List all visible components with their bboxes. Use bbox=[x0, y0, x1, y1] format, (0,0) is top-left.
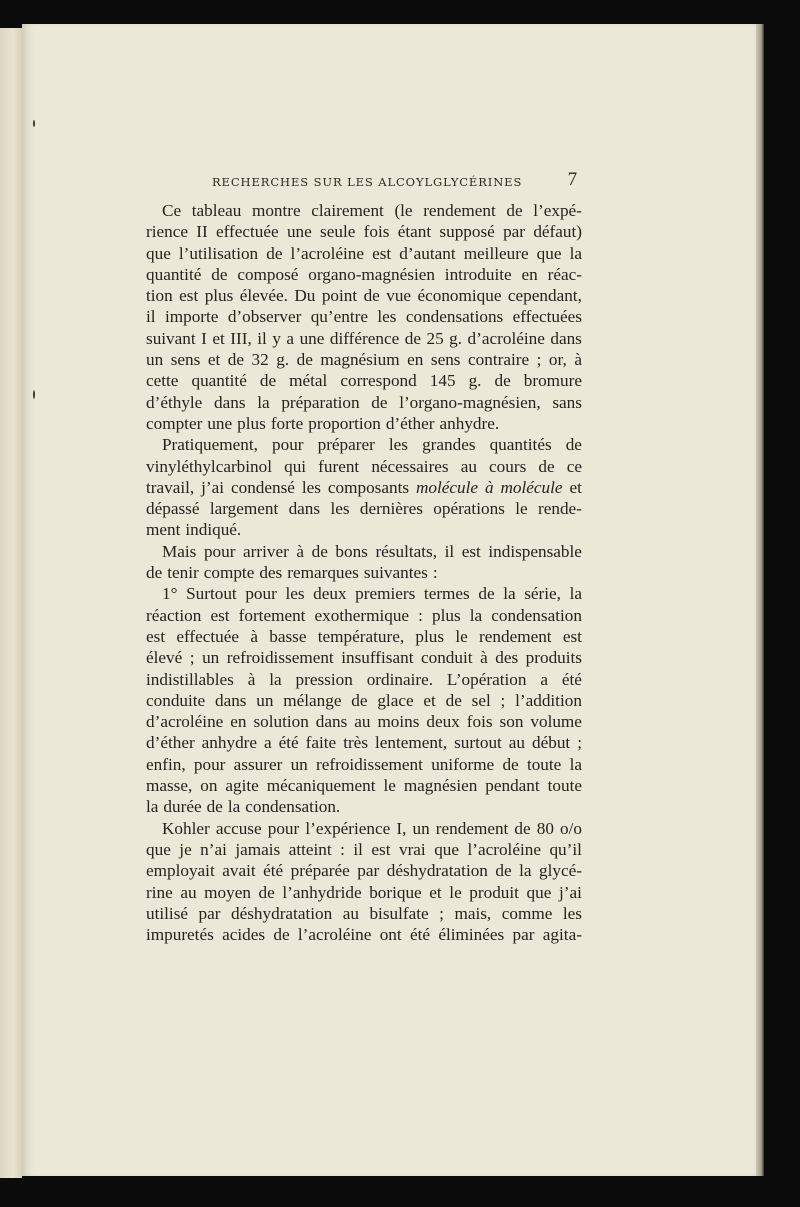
text-line: réaction est fortement exothermique : plus la condensation bbox=[146, 605, 582, 625]
text-line: quantité de composé organo-magnésien introduite en réac- bbox=[146, 264, 582, 284]
text-line: Pratiquement, pour préparer les grandes quantités de bbox=[162, 435, 582, 455]
text-line: conduite dans un mélange de glace et de sel ; l’addition bbox=[146, 690, 582, 710]
text-line: Ce tableau montre clairement (le rendement de l’expé- bbox=[162, 201, 582, 220]
text-line: employait avait été préparée par déshydratation de la glycé- bbox=[146, 861, 582, 881]
body-text bbox=[146, 200, 582, 945]
running-head bbox=[212, 169, 578, 193]
page-speck bbox=[33, 120, 35, 127]
text-line: travail, j’ai condensé les composants molécule à molécule et bbox=[146, 477, 582, 497]
text-line: d’éther anhydre a été faite très lentement, surtout au début ; bbox=[146, 733, 582, 753]
text-line: un sens et de 32 g. de magnésium en sens contraire ; or, à bbox=[146, 350, 582, 370]
text-line: rience II effectuée une seule fois étant supposé par défaut) bbox=[146, 222, 582, 242]
text-line: d’acroléine en solution dans au moins deux fois son volume bbox=[146, 712, 582, 732]
text-line: 1° Surtout pour les deux premiers termes de la série, la bbox=[162, 584, 582, 604]
text-line: indistillables à la pression ordinaire. L’opération a été bbox=[146, 669, 582, 689]
text-line: compter une plus forte proportion d’éther anhydre. bbox=[146, 413, 500, 433]
text-line: est effectuée à basse température, plus le rendement est bbox=[146, 626, 582, 646]
text-line: dépassé largement dans les dernières opérations le rende- bbox=[146, 499, 582, 519]
text-line: élevé ; un refroidissement insuffisant conduit à des produits bbox=[146, 648, 582, 668]
text-line: Mais pour arriver à de bons résultats, il est indispensable bbox=[162, 541, 582, 561]
text-line: cette quantité de métal correspond 145 g. de bromure bbox=[146, 371, 582, 391]
text-line: ment indiqué. bbox=[146, 520, 242, 540]
text-line: la durée de la condensation. bbox=[146, 797, 341, 817]
running-head-title: RECHERCHES SUR LES ALCOYLGLYCÉRINES bbox=[212, 175, 523, 189]
text-line: masse, on agite mécaniquement le magnésien pendant toute bbox=[146, 776, 582, 796]
page-right-edge bbox=[756, 24, 764, 1176]
text-line: que l’utilisation de l’acroléine est d’autant meilleure que la bbox=[146, 243, 582, 263]
text-line: vinyléthylcarbinol qui furent nécessaires au cours de ce bbox=[146, 456, 582, 476]
text-line: suivant I et III, il y a une différence de 25 g. d’acroléine dans bbox=[146, 328, 582, 348]
text-line: de tenir compte des remarques suivantes : bbox=[146, 563, 438, 583]
book-spine-left-page-edge bbox=[0, 28, 22, 1178]
text-line: utilisé par déshydratation au bisulfate ; mais, comme les bbox=[146, 903, 582, 923]
text-line: Kohler accuse pour l’expérience I, un rendement de 80 o/o bbox=[162, 818, 582, 838]
text-line: impuretés acides de l’acroléine ont été éliminées par agita- bbox=[146, 925, 582, 945]
text-line: d’éthyle dans la préparation de l’organo-magnésien, sans bbox=[146, 392, 582, 412]
text-line: il importe d’observer qu’entre les condensations effectuées bbox=[146, 307, 582, 327]
text-line: tion est plus élevée. Du point de vue économique cependant, bbox=[146, 286, 582, 306]
page-number: 7 bbox=[567, 169, 578, 190]
text-line: rine au moyen de l’anhydride borique et le produit que j’ai bbox=[146, 882, 582, 902]
page-speck bbox=[33, 390, 35, 399]
text-line: que je n’ai jamais atteint : il est vrai que l’acroléine qu’il bbox=[146, 839, 582, 859]
text-line: enfin, pour assurer un refroidissement uniforme de toute la bbox=[146, 754, 582, 774]
